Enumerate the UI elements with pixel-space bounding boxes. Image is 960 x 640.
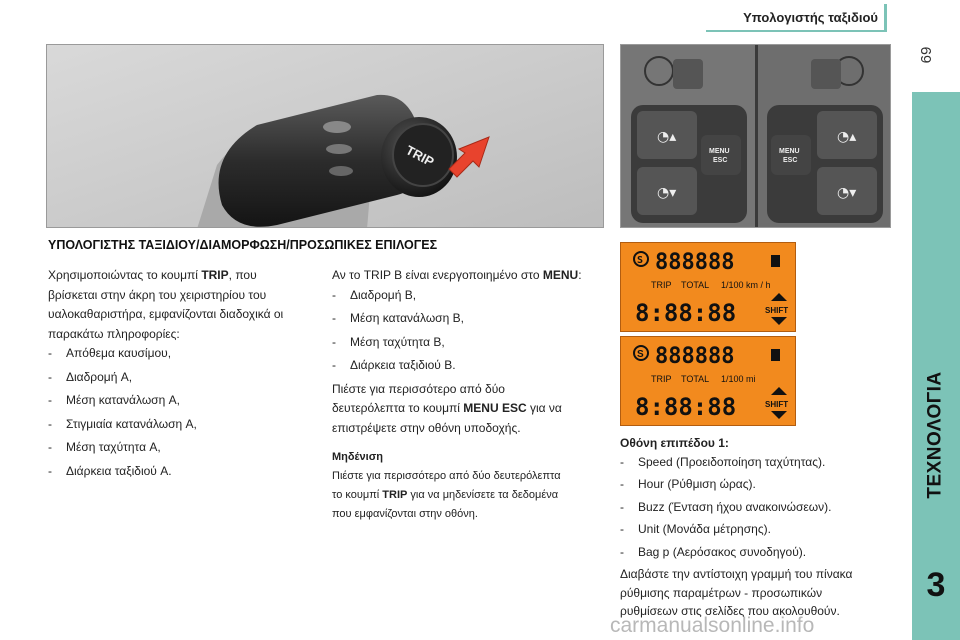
units-label: 1/100 mi: [721, 374, 756, 384]
page-number: 69: [918, 46, 935, 64]
watermark: carmanualsonline.info: [610, 614, 815, 637]
column-2: Αν το TRIP B είναι ενεργοποιημένο στο MENU: - Διαδρομή B, - Μέση κατανάλωση B, - Μέση ταχύτητα B, - Διάρκεια ταξιδιού B. Πιέστε για περισσότερο από δύο δευτερόλεπτα το κουμπί MENU ESC για να επιστρέψετε στην οθόνη υποδοχής. Μηδένιση Πιέστε για περισσότερο από δύο δευτερόλεπτα το κουμπί TRIP για να μηδενίσετε τα δεδομένα που εμφανίζονται στην οθόνη.: [332, 266, 622, 524]
column-1: Χρησιμοποιώντας το κουμπί TRIP, που βρίσκεται στην άκρη του χειριστηρίου του υαλοκαθαριστήρα, εμφανίζονται διαδοχικά οι παρακάτω πληροφορίες: - Απόθεμα καυσίμου, - Διαδρομή A, - Μέση κατανάλωση A, - Στιγμιαία κατανάλωση A, - Μέση ταχύτητα A, - Διάρκεια ταξιδιού A.: [48, 266, 318, 485]
col3-list-item: - Bag p (Αερόσακος συνοδηγού).: [620, 544, 807, 559]
lcd-display-mi: [620, 336, 796, 426]
col2-list: [332, 286, 622, 376]
col1-list: [48, 344, 318, 481]
odometer-digits: 888888: [655, 344, 735, 369]
running-header: Υπολογιστής ταξιδιού: [743, 10, 878, 25]
col1-list-item: - Απόθεμα καυσίμου,: [48, 346, 172, 360]
total-label: TOTAL: [681, 374, 710, 384]
light-down-icon: ◔▾: [837, 185, 857, 201]
esc-label-left: ESC: [713, 157, 728, 164]
units-label: 1/100 km / h: [721, 280, 771, 290]
col2-list-item: - Διαδρομή B,: [332, 287, 417, 302]
col1-list-item: - Διάρκεια ταξιδιού A.: [48, 463, 172, 478]
header-rule: [706, 30, 886, 32]
col3-list-item: - Unit (Μονάδα μέτρησης).: [620, 522, 771, 536]
total-label: TOTAL: [681, 280, 710, 290]
column-3: Οθόνη επιπέδου 1: - Speed (Προειδοποίηση ταχύτητας). - Hour (Ρύθμιση ώρας). - Buzz (Ένταση ήχου ανακοινώσεων). - Unit (Μονάδα μέτρησης). - Bag p (Αερόσακος συνοδηγού). Διαβάστε την αντίστοιχη γραμμή του πίνακα ρύθμισης παραμέτρων - προσωπικών ρυθμίσεων στις σελίδες που ακολουθούν.: [620, 434, 900, 621]
section-title: ΥΠΟΛΟΓΙΣΤΗΣ ΤΑΞΙΔΙΟΥ/ΔΙΑΜΟΡΦΩΣΗ/ΠΡΟΣΩΠΙΚΕΣ ΕΠΙΛΟΓΕΣ: [48, 238, 438, 252]
col3-list: [620, 453, 900, 562]
dashboard-photo: [620, 44, 891, 228]
lcd-display-km: [620, 242, 796, 332]
trip-button-label: TRIP: [403, 142, 437, 170]
col3-list-item: - Speed (Προειδοποίηση ταχύτητας).: [620, 454, 826, 469]
reset-title: Μηδένιση: [332, 451, 383, 463]
light-down-icon: ◔▾: [657, 185, 677, 201]
col1-list-item: - Στιγμιαία κατανάλωση A,: [48, 416, 197, 431]
menu-label-left: MENU: [709, 148, 730, 155]
header-tick: [884, 4, 887, 32]
col2-list-item: - Μέση ταχύτητα B,: [332, 334, 445, 349]
clock-digits: 8:88:88: [635, 393, 737, 421]
clock-digits: 8:88:88: [635, 299, 737, 327]
chapter-label: ΤΕΧΝΟΛΟΓΙΑ: [925, 371, 946, 499]
chapter-number: 3: [926, 566, 946, 604]
trip-label: TRIP: [651, 374, 672, 384]
col2-list-item: - Διάρκεια ταξιδιού B.: [332, 358, 456, 372]
col1-list-item: - Μέση ταχύτητα A,: [48, 440, 161, 454]
menu-label-right: MENU: [779, 148, 800, 155]
col3-list-item: - Hour (Ρύθμιση ώρας).: [620, 477, 756, 491]
light-up-icon: ◔▴: [837, 129, 857, 145]
light-up-icon: ◔▴: [657, 129, 677, 145]
svg-text:S: S: [637, 349, 644, 360]
stalk-photo: [46, 44, 604, 228]
esc-label-right: ESC: [783, 157, 798, 164]
col2-list-item: - Μέση κατανάλωση B,: [332, 311, 464, 325]
shift-label: SHIFT: [765, 306, 789, 315]
shift-label: SHIFT: [765, 400, 789, 409]
col1-list-item: - Διαδρομή A,: [48, 369, 133, 384]
col1-list-item: - Μέση κατανάλωση A,: [48, 393, 180, 407]
svg-text:S: S: [637, 255, 644, 266]
col3-list-item: - Buzz (Ένταση ήχου ανακοινώσεων).: [620, 499, 832, 514]
trip-label: TRIP: [651, 280, 672, 290]
odometer-digits: 888888: [655, 250, 735, 275]
level1-title: Οθόνη επιπέδου 1:: [620, 436, 729, 450]
